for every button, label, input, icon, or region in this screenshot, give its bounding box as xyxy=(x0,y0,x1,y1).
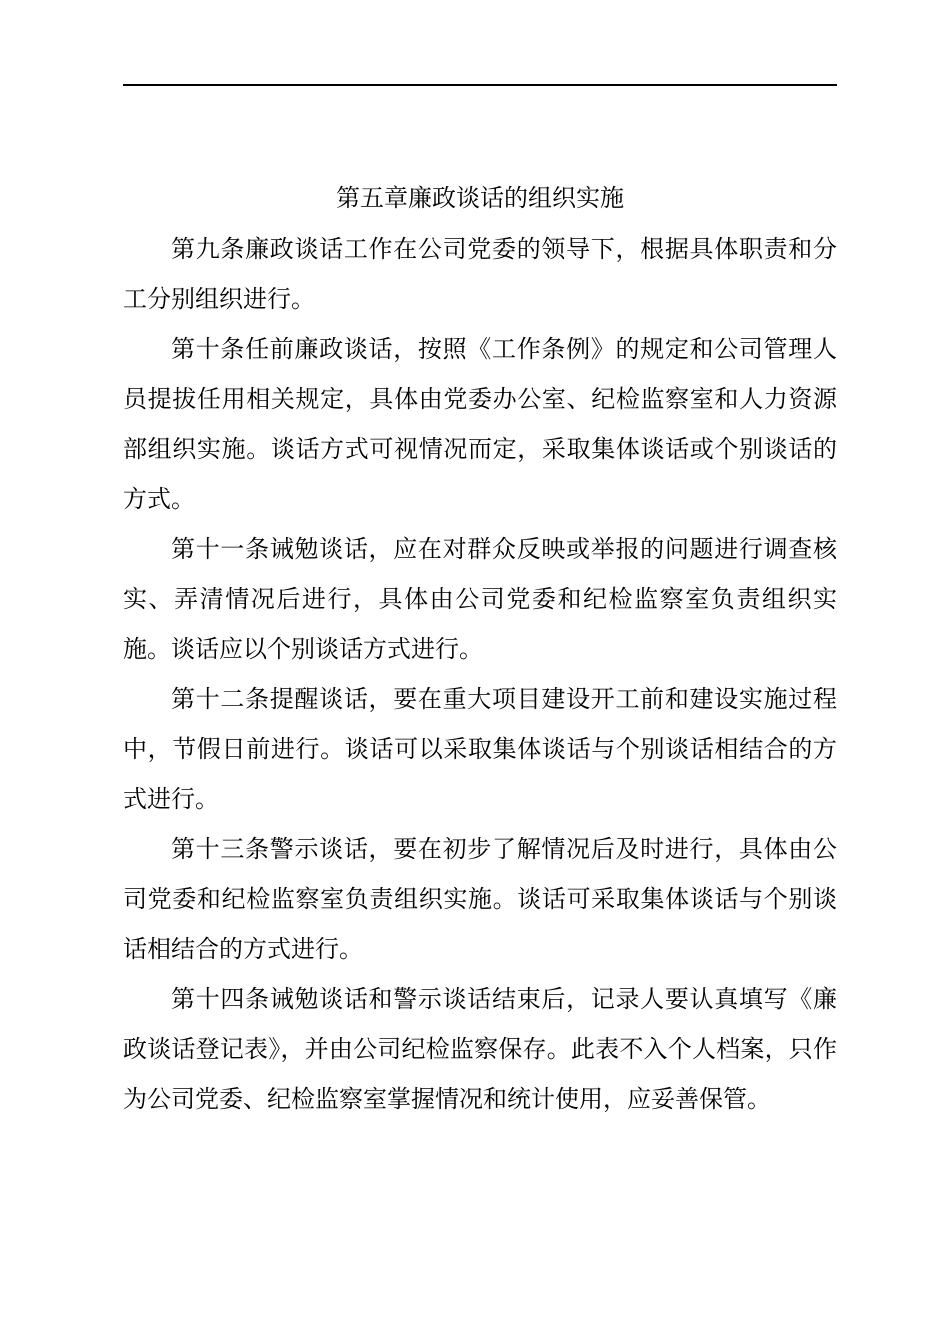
article-12-paragraph: 第十二条提醒谈话，要在重大项目建设开工前和建设实施过程中，节假日前进行。谈话可以采取集体谈话与个别谈话相结合的方式进行。 xyxy=(123,685,837,813)
article-13-paragraph: 第十三条警示谈话，要在初步了解情况后及时进行，具体由公司党委和纪检监察室负责组织实施。谈话可采取集体谈话与个别谈话相结合的方式进行。 xyxy=(123,835,837,963)
article-11-paragraph: 第十一条诫勉谈话，应在对群众反映或举报的问题进行调查核实、弄清情况后进行，具体由公司党委和纪检监察室负责组织实施。谈话应以个别谈话方式进行。 xyxy=(123,535,837,663)
document-body xyxy=(123,172,837,1124)
header-rule xyxy=(123,84,837,86)
chapter-title: 第五章廉政谈话的组织实施 xyxy=(336,184,624,212)
article-9-paragraph: 第九条廉政谈话工作在公司党委的领导下，根据具体职责和分工分别组织进行。 xyxy=(123,235,837,313)
article-14-paragraph: 第十四条诫勉谈话和警示谈话结束后，记录人要认真填写《廉政谈话登记表》，并由公司纪检监察保存。此表不入个人档案，只作为公司党委、纪检监察室掌握情况和统计使用，应妥善保管。 xyxy=(123,985,837,1113)
article-10-paragraph: 第十条任前廉政谈话，按照《工作条例》的规定和公司管理人员提拔任用相关规定，具体由党委办公室、纪检监察室和人力资源部组织实施。谈话方式可视情况而定，采取集体谈话或个别谈话的方式。 xyxy=(123,335,837,513)
